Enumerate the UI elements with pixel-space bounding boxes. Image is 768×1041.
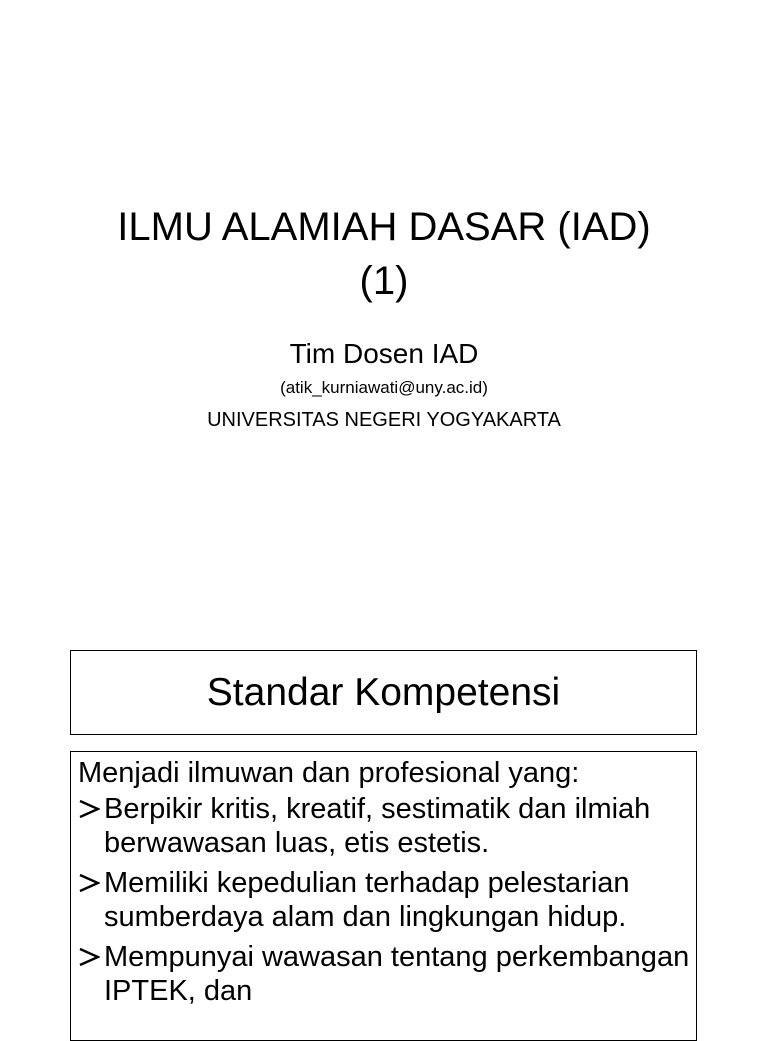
list-item-text: Berpikir kritis, kreatif, sestimatik dan ilmiah berwawasan luas, etis estetis. <box>104 793 651 859</box>
competency-content-box <box>70 751 697 1041</box>
list-item-text: Mempunyai wawasan tentang perkembangan IPTEK, dan <box>104 941 690 1007</box>
slide-title-line-1: ILMU ALAMIAH DASAR (IAD) <box>117 205 651 249</box>
list-item <box>78 940 690 1008</box>
competency-list <box>78 792 690 1008</box>
arrow-bullet-icon <box>78 940 104 974</box>
list-item-text: Memiliki kepedulian terhadap pelestarian sumberdaya alam dan lingkungan hidup. <box>104 867 630 933</box>
arrow-bullet-icon <box>78 866 104 900</box>
institution-name: UNIVERSITAS NEGERI YOGYAKARTA <box>207 409 561 431</box>
competency-intro: Menjadi ilmuwan dan profesional yang: <box>78 757 580 789</box>
slide-title-line-2: (1) <box>359 259 409 303</box>
author-name: Tim Dosen IAD <box>289 338 479 369</box>
competency-heading: Standar Kompetensi <box>206 670 561 714</box>
slide-title <box>0 200 768 308</box>
author-email: (atik_kurniawati@uny.ac.id) <box>280 378 488 397</box>
list-item <box>78 792 690 860</box>
arrow-bullet-icon <box>78 792 104 826</box>
competency-heading-box <box>70 650 697 735</box>
list-item <box>78 866 690 934</box>
